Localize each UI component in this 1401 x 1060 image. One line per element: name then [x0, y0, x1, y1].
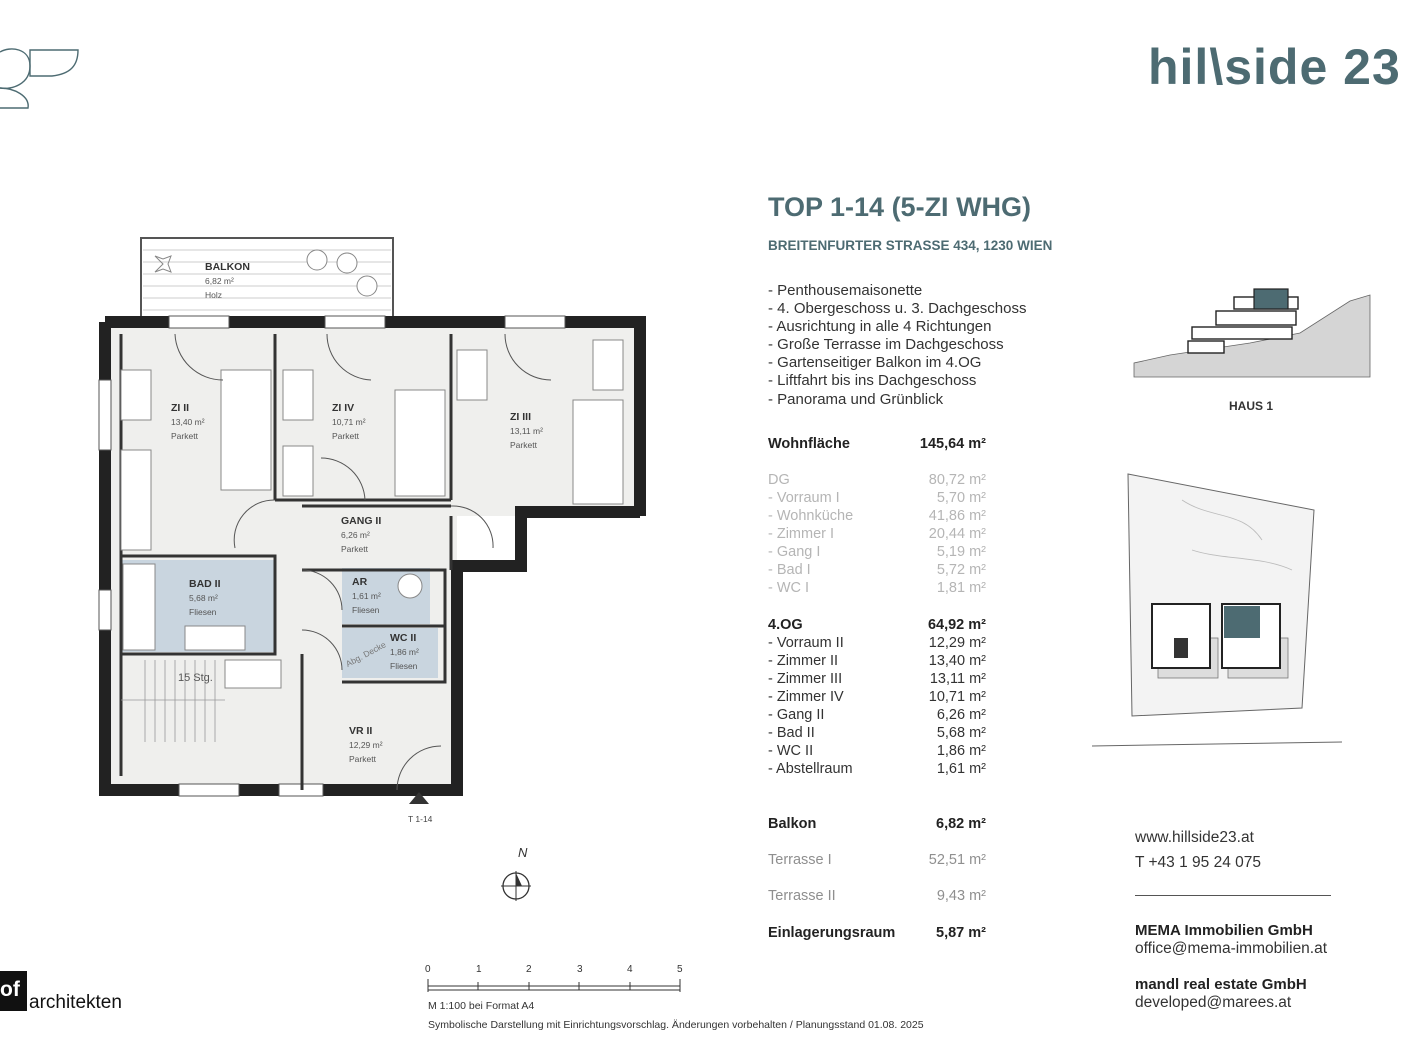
entry-arrow-icon: [407, 790, 431, 806]
room-zi3-name: ZI III: [510, 411, 531, 423]
area-row: - Zimmer II 13,40 m²: [768, 653, 986, 669]
area-row: - Abstellraum 1,61 m²: [768, 761, 986, 777]
listing-title: TOP 1-14 (5-ZI WHG): [768, 192, 1032, 222]
room-wc2-floor: Fliesen: [390, 661, 418, 671]
section-label: HAUS 1: [1229, 399, 1274, 413]
scale-tick-2: 2: [526, 964, 532, 975]
room-wc2-area: 1,86 m²: [390, 647, 419, 657]
feature-list: [768, 282, 1026, 409]
room-ar-area: 1,61 m²: [352, 591, 381, 601]
area-wohnflaeche: Wohnfläche 145,64 m²: [768, 436, 986, 452]
logo-mark: [0, 44, 82, 114]
scale-tick-0: 0: [425, 964, 431, 975]
feature-item: - Ausrichtung in alle 4 Richtungen: [768, 318, 992, 336]
room-bad2-name: BAD II: [189, 578, 221, 590]
company2-name: mandl real estate GmbH: [1135, 976, 1307, 993]
area-row: - Vorraum I 5,70 m²: [768, 490, 986, 506]
room-wc2-name: WC II: [390, 632, 417, 644]
area-row: - Gang I 5,19 m²: [768, 544, 986, 560]
section-diagram: [1130, 285, 1370, 385]
area-row: - WC II 1,86 m²: [768, 743, 986, 759]
listing-address: BREITENFURTER STRASSE 434, 1230 WIEN: [768, 238, 1053, 253]
architect-mark: of: [0, 971, 27, 1011]
room-vr2-name: VR II: [349, 725, 373, 737]
room-zi4-area: 10,71 m²: [332, 417, 366, 427]
entry-label: T 1-14: [408, 814, 433, 824]
room-zi2-area: 13,40 m²: [171, 417, 205, 427]
room-ar-floor: Fliesen: [352, 605, 380, 615]
room-bad2-floor: Fliesen: [189, 607, 217, 617]
room-zi2-name: ZI II: [171, 402, 190, 414]
feature-item: - Penthousemaisonette: [768, 282, 923, 299]
company2-email[interactable]: developed@marees.at: [1135, 994, 1292, 1011]
scale-bar: [425, 976, 687, 996]
room-zi4-floor: Parkett: [332, 431, 359, 441]
area-einlagerung: Einlagerungsraum 5,87 m²: [768, 925, 986, 941]
room-balkon-area: 6,82 m²: [205, 276, 234, 286]
area-row: - Bad II 5,68 m²: [768, 725, 986, 741]
website-link[interactable]: www.hillside23.at: [1135, 829, 1254, 846]
area-row: - Zimmer I 20,44 m²: [768, 526, 986, 542]
compass-icon: [498, 868, 534, 904]
room-gang2-floor: Parkett: [341, 544, 368, 554]
divider: [1135, 895, 1331, 896]
area-row: - Zimmer III 13,11 m²: [768, 671, 986, 687]
company1-name: MEMA Immobilien GmbH: [1135, 922, 1313, 939]
area-balkon: Balkon 6,82 m²: [768, 816, 986, 832]
area-row: - WC I 1,81 m²: [768, 580, 986, 596]
balcony: [141, 238, 393, 322]
room-vr2-floor: Parkett: [349, 754, 376, 764]
floor-plan: [95, 230, 655, 870]
feature-item: - Liftfahrt bis ins Dachgeschoss: [768, 372, 977, 390]
stairs-label: 15 Stg.: [178, 672, 213, 684]
room-gang2-name: GANG II: [341, 515, 382, 527]
feature-item: - Gartenseitiger Balkon im 4.OG: [768, 354, 982, 372]
scale-tick-3: 3: [577, 964, 583, 975]
area-4og: 4.OG 64,92 m²: [768, 617, 986, 633]
scale-note: M 1:100 bei Format A4: [428, 1000, 535, 1012]
company1-email[interactable]: office@mema-immobilien.at: [1135, 940, 1328, 957]
area-terrasse1: Terrasse I 52,51 m²: [768, 852, 986, 868]
site-plan: [1092, 470, 1342, 755]
room-balkon-name: BALKON: [205, 261, 250, 273]
room-balkon-floor: Holz: [205, 290, 223, 300]
room-ar-name: AR: [352, 576, 368, 588]
scale-tick-1: 1: [476, 964, 482, 975]
area-terrasse2: Terrasse II 9,43 m²: [768, 888, 986, 904]
disclaimer: Symbolische Darstellung mit Einrichtungsvorschlag. Änderungen vorbehalten / Planungsstand 01.08. 2025: [428, 1019, 924, 1031]
room-zi3-area: 13,11 m²: [510, 426, 543, 436]
north-label: N: [518, 845, 528, 860]
area-row: - Wohnküche 41,86 m²: [768, 508, 986, 524]
room-bad2-area: 5,68 m²: [189, 593, 218, 603]
feature-item: - Große Terrasse im Dachgeschoss: [768, 336, 1004, 354]
brand-logo: hil\side 23: [1148, 39, 1401, 95]
area-row: - Vorraum II 12,29 m²: [768, 635, 986, 651]
scale-tick-5: 5: [677, 964, 683, 975]
ceiling-note: Abg. Decke: [344, 639, 388, 669]
room-zi3-floor: Parkett: [510, 440, 537, 450]
feature-item: - 4. Obergeschoss u. 3. Dachgeschoss: [768, 300, 1027, 318]
architect-name: architekten: [29, 992, 122, 1013]
room-gang2-area: 6,26 m²: [341, 530, 370, 540]
feature-item: - Panorama und Grünblick: [768, 390, 944, 408]
room-zi2-floor: Parkett: [171, 431, 198, 441]
phone-number[interactable]: T +43 1 95 24 075: [1135, 854, 1261, 871]
area-row: - Gang II 6,26 m²: [768, 707, 986, 723]
room-zi4-name: ZI IV: [332, 402, 355, 414]
area-row: - Bad I 5,72 m²: [768, 562, 986, 578]
scale-tick-4: 4: [627, 964, 633, 975]
area-row: - Zimmer IV 10,71 m²: [768, 689, 986, 705]
area-dg: DG 80,72 m²: [768, 472, 986, 488]
room-vr2-area: 12,29 m²: [349, 740, 383, 750]
